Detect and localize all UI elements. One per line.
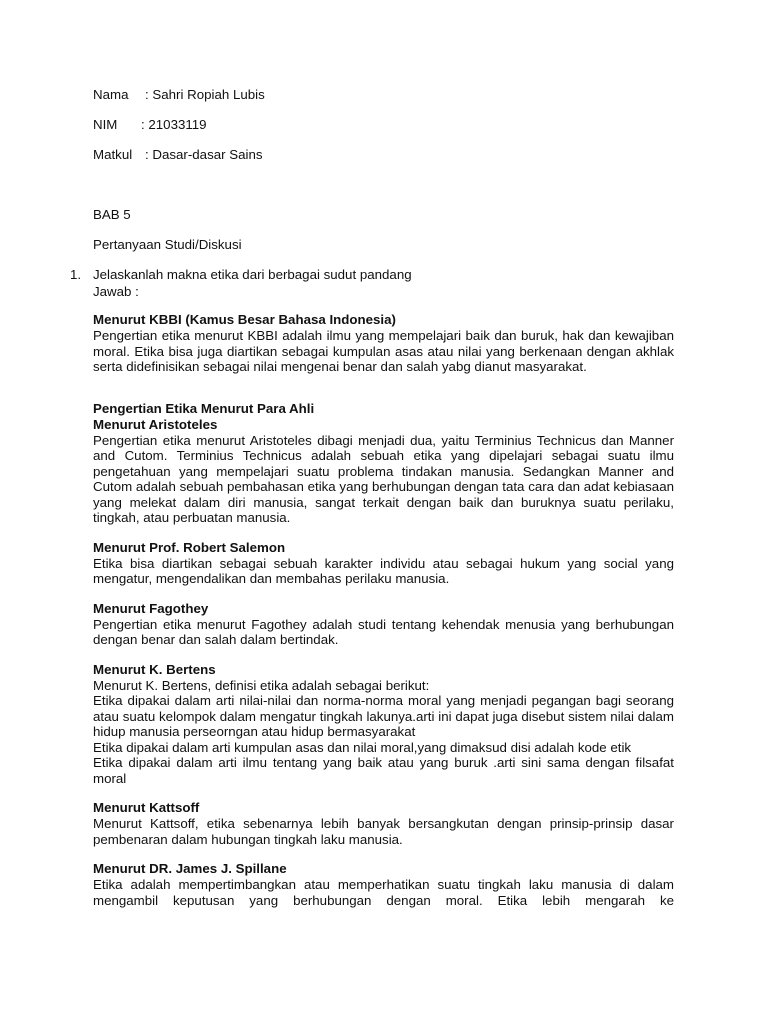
question-number: 1.	[70, 267, 82, 282]
section-bertens	[93, 662, 674, 787]
section-title: Menurut Aristoteles	[93, 416, 218, 432]
section-body: Menurut Kattsoff, etika sebenarnya lebih banyak bersangkutan dengan prinsip-prinsip dasar pembenaran dalam hubungan tingkah laku manusia.	[93, 816, 674, 847]
section-intro: Menurut K. Bertens, definisi etika adalah sebagai berikut:	[93, 677, 430, 693]
section-spillane	[93, 861, 674, 908]
matkul-label: Matkul	[93, 147, 133, 162]
section-body: Pengertian etika menurut Aristoteles dibagi menjadi dua, yaitu Terminius Technicus dan Manner and Cutom. Terminius Technicus adalah sebuah etika yang dipelajari sebagai suatu ilmu pengetahuan yang mempelajari suatu problema tindakan manusia. Sedangkan Manner and Cutom adalah sebuah pembahasan etika yang berhubungan dengan tata cara dan adat kebiasaan yang melekat dalam diri manusia, sangat terkait dengan baik dan buruknya suatu perilaku, tingkah, atau perbuatan manusia.	[93, 432, 674, 525]
section-para-ahli	[93, 401, 674, 417]
chapter-heading: BAB 5	[93, 207, 131, 222]
answer-label: Jawab :	[93, 284, 139, 299]
section-kbbi	[93, 312, 674, 375]
bertens-point-1: Etika dipakai dalam arti nilai-nilai dan norma-norma moral yang menjadi pegangan bagi seorang atau suatu kelompok dalam mengatur tingkah lakunya.arti ini dapat juga disebut sistem nilai dalam hidup manusia perseorngan atau hidup bermasyarakat	[93, 693, 674, 739]
section-body: Pengertian etika menurut KBBI adalah ilmu yang mempelajari baik dan buruk, hak dan kewajiban moral. Etika bisa juga diartikan sebagai kumpulan asas atau nilai yang berkenaan dengan akhlak serta didefinisikan sebagai nilai mengenai benar dan salah yabg dianut masyarakat.	[93, 328, 674, 374]
spacer	[93, 587, 674, 601]
spacer	[93, 648, 674, 662]
question-text: Jelaskanlah makna etika dari berbagai sudut pandang	[93, 267, 412, 282]
section-fagothey	[93, 601, 674, 648]
nim-label: NIM	[93, 117, 118, 132]
section-title: Menurut Fagothey	[93, 600, 209, 616]
subtitle: Pertanyaan Studi/Diskusi	[93, 237, 242, 252]
section-body: Etika bisa diartikan sebagai sebuah karakter individu atau sebagai hukum yang social yang mengatur, mengendalikan dan membahas perilaku manusia.	[93, 555, 674, 586]
section-aristoteles	[93, 417, 674, 526]
header-nim	[93, 117, 207, 133]
header-matkul	[93, 147, 263, 163]
spacer	[93, 847, 674, 861]
spacer	[93, 375, 674, 401]
section-salemon	[93, 540, 674, 587]
section-title: Pengertian Etika Menurut Para Ahli	[93, 400, 315, 416]
section-kattsoff	[93, 800, 674, 847]
bertens-point-2: Etika dipakai dalam arti kumpulan asas dan nilai moral,yang dimaksud disi adalah kode etik	[93, 739, 632, 755]
nama-value: : Sahri Ropiah Lubis	[145, 87, 265, 102]
spacer	[93, 786, 674, 800]
section-body: Etika adalah mempertimbangkan atau memperhatikan suatu tingkah laku manusia di dalam mengambil keputusan yang berhubungan dengan moral. Etika lebih mengarah ke	[93, 877, 674, 908]
header-nama	[93, 87, 265, 103]
section-title: Menurut K. Bertens	[93, 661, 216, 677]
section-title: Menurut Kattsoff	[93, 800, 200, 815]
section-title: Menurut KBBI (Kamus Besar Bahasa Indonesia)	[93, 312, 396, 327]
section-title: Menurut DR. James J. Spillane	[93, 861, 287, 876]
nim-value: : 21033119	[141, 117, 207, 132]
spacer	[93, 526, 674, 540]
section-body: Pengertian etika menurut Fagothey adalah studi tentang kehendak menusia yang berhubungan dengan benar dan salah dalam bertindak.	[93, 616, 674, 647]
nama-label: Nama	[93, 87, 129, 102]
matkul-value: : Dasar-dasar Sains	[145, 147, 263, 162]
answer-content	[93, 312, 674, 908]
section-title: Menurut Prof. Robert Salemon	[93, 539, 286, 555]
bertens-point-3: Etika dipakai dalam arti ilmu tentang yang baik atau yang buruk .arti sini sama dengan filsafat moral	[93, 755, 674, 786]
